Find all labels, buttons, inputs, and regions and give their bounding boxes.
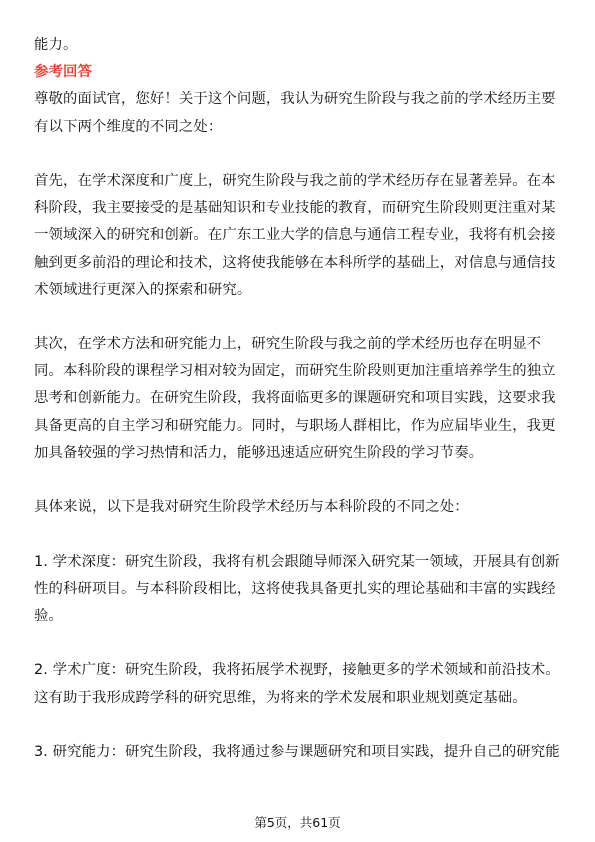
paragraph-line: 验。 bbox=[34, 607, 63, 624]
paragraph-line: 术领域进行更深入的探索和研究。 bbox=[34, 281, 252, 298]
paragraph-spacer bbox=[34, 304, 564, 331]
paragraph-line: 尊敬的面试官，您好！关于这个问题，我认为研究生阶段与我之前的学术经历主要 bbox=[34, 91, 556, 108]
reference-answer-heading: 参考回答 bbox=[34, 64, 92, 81]
paragraph-spacer bbox=[34, 712, 564, 739]
paragraph-line: 有以下两个维度的不同之处： bbox=[34, 118, 223, 135]
list-item-academic-depth bbox=[34, 549, 564, 631]
paragraph-line: 科阶段，我主要接受的是基础知识和专业技能的教育，而研究生阶段则更注重对某 bbox=[34, 200, 556, 217]
paragraph-line: 思考和创新能力。在研究生阶段，我将面临更多的课题研究和项目实践，这要求我 bbox=[34, 390, 556, 407]
intro-paragraph bbox=[34, 86, 564, 140]
paragraph-line: 触到更多前沿的理论和技术，这将使我能够在本科所学的基础上，对信息与通信技 bbox=[34, 254, 556, 271]
paragraph-spacer bbox=[34, 521, 564, 548]
paragraph-line: 其次，在学术方法和研究能力上，研究生阶段与我之前的学术经历也存在明显不 bbox=[34, 336, 542, 353]
paragraph-spacer bbox=[34, 467, 564, 494]
continued-text-line: 能力。 bbox=[34, 37, 78, 53]
paragraph-line: 同。本科阶段的课程学习相对较为固定，而研究生阶段则更加注重培养学生的独立 bbox=[34, 363, 556, 380]
paragraph-line: 这有助于我形成跨学科的研究思维，为将来的学术发展和职业规划奠定基础。 bbox=[34, 689, 527, 706]
paragraph-spacer bbox=[34, 630, 564, 657]
list-item-research-ability bbox=[34, 739, 564, 766]
paragraph-line: 性的科研项目。与本科阶段相比，这将使我具备更扎实的理论基础和丰富的实践经 bbox=[34, 580, 556, 597]
paragraph-line: 1. 学术深度：研究生阶段，我将有机会跟随导师深入研究某一领域，开展具有创新 bbox=[34, 553, 560, 570]
paragraph-spacer bbox=[34, 141, 564, 168]
summary-intro-paragraph bbox=[34, 494, 564, 521]
document-body bbox=[34, 32, 564, 766]
paragraph-line: 一领域深入的研究和创新。在广东工业大学的信息与通信工程专业，我将有机会接 bbox=[34, 227, 556, 244]
paragraph-line: 具体来说，以下是我对研究生阶段学术经历与本科阶段的不同之处： bbox=[34, 499, 469, 516]
list-item-academic-breadth bbox=[34, 657, 564, 711]
page-number-footer: 第5页，共61页 bbox=[254, 815, 341, 830]
paragraph-line: 首先，在学术深度和广度上，研究生阶段与我之前的学术经历存在显著差异。在本 bbox=[34, 172, 556, 189]
second-point-paragraph bbox=[34, 331, 564, 467]
paragraph-line: 2. 学术广度：研究生阶段，我将拓展学术视野，接触更多的学术领域和前沿技术。 bbox=[34, 662, 560, 679]
paragraph-line: 加具备较强的学习热情和活力，能够迅速适应研究生阶段的学习节奏。 bbox=[34, 444, 484, 461]
paragraph-line: 3. 研究能力：研究生阶段，我将通过参与课题研究和项目实践，提升自己的研究能 bbox=[34, 743, 560, 760]
first-point-paragraph bbox=[34, 168, 564, 304]
paragraph-line: 具备更高的自主学习和研究能力。同时，与职场人群相比，作为应届毕业生，我更 bbox=[34, 417, 556, 434]
